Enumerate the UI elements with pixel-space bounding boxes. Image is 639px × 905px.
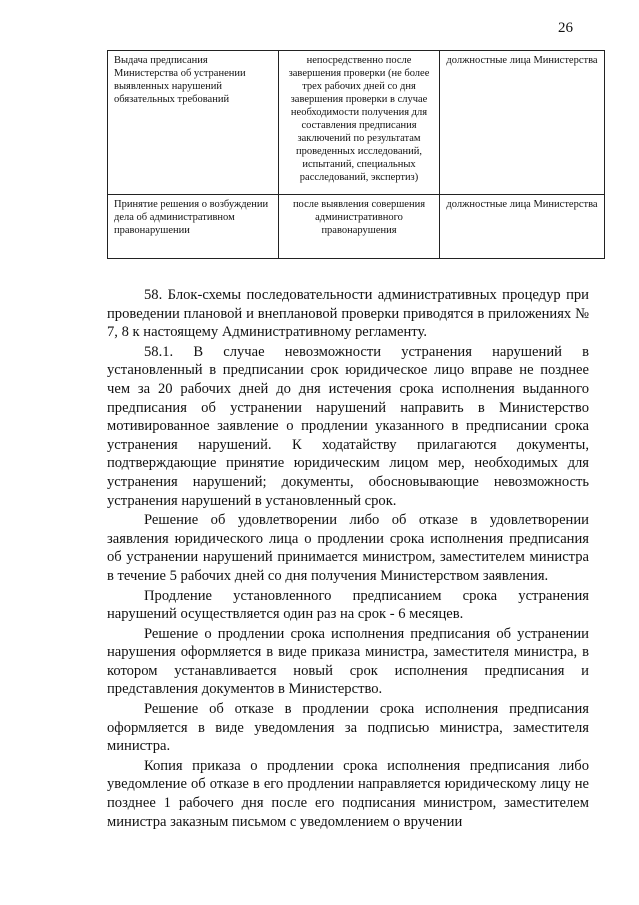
table-cell-term: непосредственно после завершения проверки (не более трех рабочих дней со дня завершения проверки в случае необходимости получения для составления предписания заключений по результатам проведенных исследований, испытаний, специальных расследований, экспертиз)	[279, 51, 440, 195]
paragraph: Решение о продлении срока исполнения предписания об устранении нарушения оформляется в виде приказа министра, заместителя министра, в котором устанавливается новый срок исполнения предписания и представления документов в Министерство.	[107, 625, 589, 698]
table-cell-responsible: должностные лица Министерства	[440, 51, 605, 195]
page-number: 26	[558, 20, 573, 36]
paragraph: Копия приказа о продлении срока исполнения предписания либо уведомление об отказе в его продлении направляется юридическому лицу не позднее 1 рабочего дня после его подписания министром, заместителем министра заказным письмом с уведомлением о вручении	[107, 757, 589, 830]
table-cell-action: Принятие решения о возбуждении дела об административном правонарушении	[108, 195, 279, 259]
table-cell-action: Выдача предписания Министерства об устранении выявленных нарушений обязательных требований	[108, 51, 279, 195]
table-row	[108, 51, 605, 195]
table-cell-responsible: должностные лица Министерства	[440, 195, 605, 259]
paragraph: 58.1. В случае невозможности устранения нарушений в установленный в предписании срок юридическое лицо вправе не позднее чем за 20 рабочих дней до дня истечения срока исполнения выданного предписания об устранении нарушений направить в Министерство мотивированное заявление о продлении указанного в предписании срока устранения нарушений. К ходатайству прилагаются документы, подтверждающие принятие юридическим лицом мер, необходимых для устранения нарушений; документы, обосновывающие невозможность устранения нарушений в установленный срок.	[107, 343, 589, 509]
table-cell-term: после выявления совершения административного правонарушения	[279, 195, 440, 259]
paragraph: 58. Блок-схемы последовательности административных процедур при проведении плановой и внеплановой проверки приводятся в приложениях № 7, 8 к настоящему Административному регламенту.	[107, 287, 589, 341]
paragraph: Решение об отказе в продлении срока исполнения предписания оформляется в виде уведомления за подписью министра, заместителя министра.	[107, 701, 589, 755]
procedure-table	[107, 50, 605, 259]
paragraph: Продление установленного предписанием срока устранения нарушений осуществляется один раз на срок - 6 месяцев.	[107, 587, 589, 623]
paragraph: Решение об удовлетворении либо об отказе в удовлетворении заявления юридического лица о продлении срока исполнения предписания об устранении нарушений принимается министром, заместителем министра в течение 5 рабочих дней со дня получения Министерством заявления.	[107, 512, 589, 584]
table-row	[108, 195, 605, 259]
document-body	[107, 286, 589, 832]
